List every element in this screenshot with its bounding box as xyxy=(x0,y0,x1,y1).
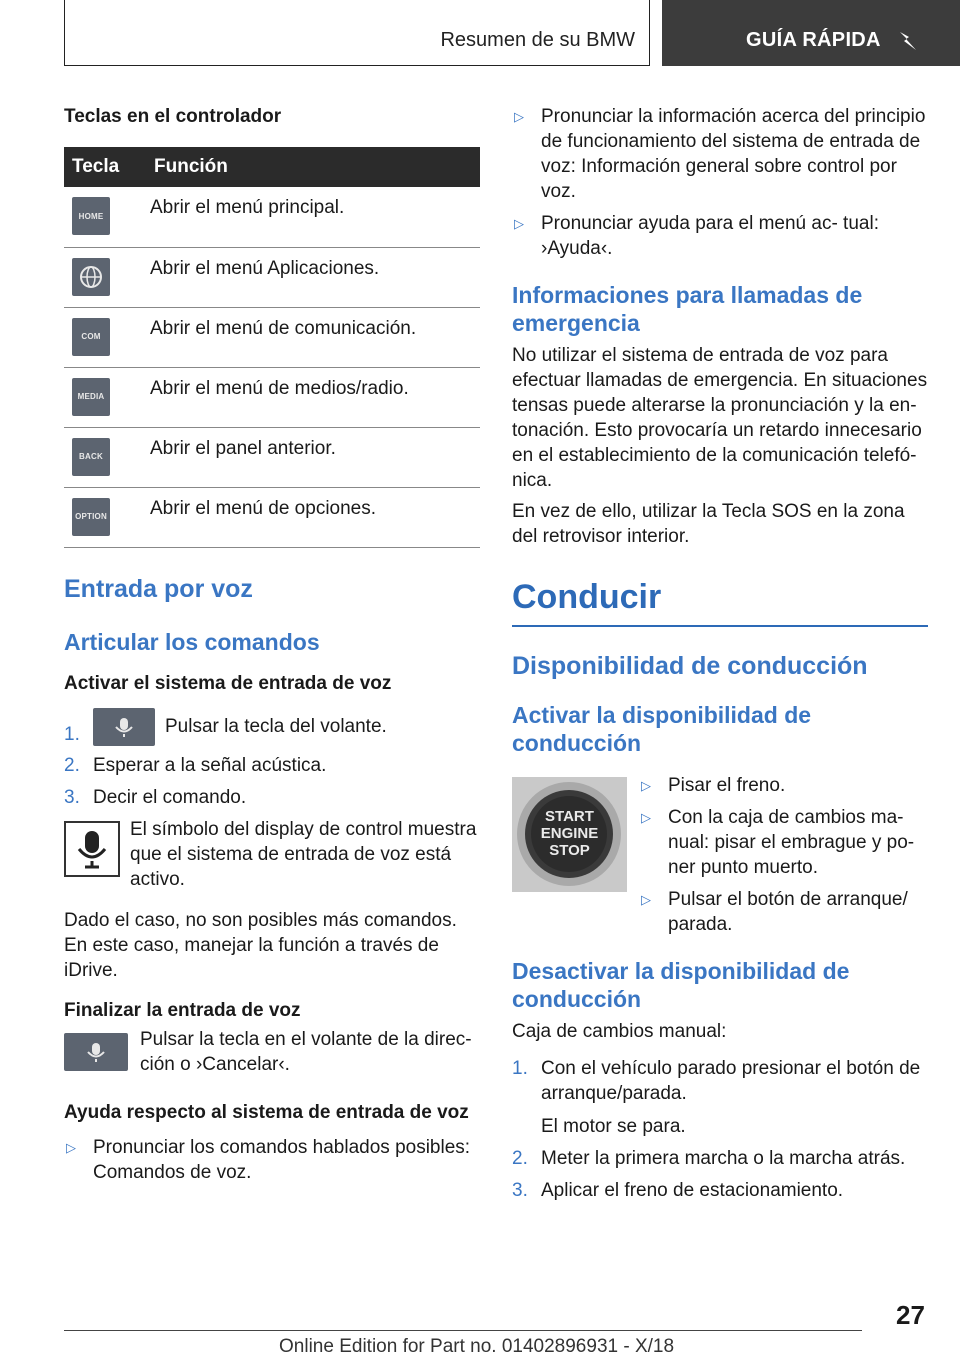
deactivate-steps xyxy=(512,1056,928,1203)
table-header-function: Función xyxy=(144,147,480,187)
table-row xyxy=(64,487,480,547)
footer-edition: Online Edition for Part no. 01402896931 - X/18 xyxy=(279,1336,675,1357)
list-item xyxy=(512,104,928,204)
table-row xyxy=(64,427,480,487)
activate-voice-title: Activar el sistema de entrada de voz xyxy=(64,672,392,694)
activate-item-text: Con la caja de cambios ma‐ nual: pisar el embrague y po‐ ner punto muerto. xyxy=(668,807,915,878)
triangle-bullet-icon: ▷ xyxy=(641,810,651,825)
chapter-title: Conducir xyxy=(512,578,662,616)
help-item-text: Pronunciar los comandos hablados posibles: Comandos de voz. xyxy=(93,1136,471,1183)
step-number: 3. xyxy=(512,1180,528,1201)
list-item xyxy=(512,211,928,261)
back-key-icon: BACK xyxy=(72,438,110,476)
page-number: 27 xyxy=(896,1300,925,1330)
left-column xyxy=(64,96,480,1192)
help-item-text: Pronunciar ayuda para el menú ac‐ tual: ›Ayuda‹. xyxy=(541,213,879,259)
end-voice-block xyxy=(64,1027,480,1079)
step-text: Con el vehículo parado presionar el botón de arranque/parada. xyxy=(541,1058,921,1104)
mic-button-icon xyxy=(64,1033,128,1071)
end-voice-title: Finalizar la entrada de voz xyxy=(64,999,301,1021)
step-number: 1. xyxy=(64,723,80,745)
table-cell-function: Abrir el menú de comunicación. xyxy=(144,307,480,367)
step-text: Aplicar el freno de estacionamiento. xyxy=(541,1180,844,1201)
activate-steps xyxy=(64,708,480,810)
lightning-icon xyxy=(896,28,922,54)
triangle-bullet-icon: ▷ xyxy=(641,892,651,907)
drive-readiness-title: Disponibilidad de conducción xyxy=(512,652,868,680)
footer-rule xyxy=(64,1330,862,1331)
step-text: Pulsar la tecla del volante. xyxy=(165,715,387,737)
step-number: 2. xyxy=(512,1148,528,1169)
button-label-start: START xyxy=(545,808,594,825)
emergency-title: Informaciones para llamadas de emergencia xyxy=(512,282,863,336)
activate-list xyxy=(639,773,928,937)
help-list xyxy=(64,1135,480,1185)
table-cell-function: Abrir el panel anterior. xyxy=(144,427,480,487)
start-stop-block xyxy=(512,773,928,943)
table-row xyxy=(64,367,480,427)
triangle-bullet-icon: ▷ xyxy=(66,1139,76,1155)
triangle-bullet-icon: ▷ xyxy=(514,109,524,124)
step-number: 3. xyxy=(64,786,80,808)
button-label-stop: STOP xyxy=(549,842,590,859)
emergency-paragraph: No utilizar el sistema de entrada de voz para efectuar llamadas de emergencia. En situaciones tensas puede alterarse la pronunciación y la en‐ tonación. Esto provocaría un retardo innecesario en el establecimiento de la comunicación telefó‐ nica. xyxy=(512,345,928,491)
list-item xyxy=(639,773,928,798)
triangle-bullet-icon: ▷ xyxy=(641,778,651,793)
right-column xyxy=(512,104,928,1210)
media-key-icon: MEDIA xyxy=(72,378,110,416)
step-number: 2. xyxy=(64,754,80,776)
chapter-rule xyxy=(512,625,928,627)
table-cell-function: Abrir el menú Aplicaciones. xyxy=(144,247,480,307)
voice-active-icon xyxy=(64,821,120,877)
list-item xyxy=(64,1135,480,1185)
header-section-box xyxy=(64,0,650,66)
table-title: Teclas en el controlador xyxy=(64,106,282,127)
list-item xyxy=(639,805,928,880)
activate-item-text: Pulsar el botón de arranque/ parada. xyxy=(668,889,908,935)
step-text: Meter la primera marcha o la marcha atrás. xyxy=(541,1148,906,1169)
home-key-icon: HOME xyxy=(72,197,110,235)
help-item-text: Pronunciar la información acerca del principio de funcionamiento del sistema de entrada de voz: Información general sobre control por voz. xyxy=(541,106,926,202)
list-item xyxy=(512,1146,928,1171)
sos-paragraph: En vez de ello, utilizar la Tecla SOS en la zona del retrovisor interior. xyxy=(512,501,905,547)
list-item xyxy=(512,1178,928,1203)
commands-subtitle: Articular los comandos xyxy=(64,628,320,655)
help-list-continued xyxy=(512,104,928,261)
button-label-engine: ENGINE xyxy=(540,825,599,842)
controller-keys-table xyxy=(64,147,480,548)
header-chapter-box xyxy=(662,0,960,66)
triangle-bullet-icon: ▷ xyxy=(514,216,524,231)
help-title: Ayuda respecto al sistema de entrada de voz xyxy=(64,1101,469,1123)
com-key-icon: COM xyxy=(72,318,110,356)
option-key-icon: OPTION xyxy=(72,498,110,536)
table-header-key: Tecla xyxy=(64,147,144,187)
list-item xyxy=(639,887,928,937)
globe-icon xyxy=(72,258,110,296)
list-item xyxy=(64,785,480,810)
table-row xyxy=(64,187,480,247)
table-cell-function: Abrir el menú de medios/radio. xyxy=(144,367,480,427)
table-row xyxy=(64,247,480,307)
step-text: Esperar a la señal acústica. xyxy=(93,754,327,776)
header-chapter-title: GUÍA RÁPIDA xyxy=(746,29,881,51)
header-section-title: Resumen de su BMW xyxy=(440,29,635,51)
mic-button-icon xyxy=(93,708,155,746)
step-note: El motor se para. xyxy=(541,1116,686,1137)
deactivate-readiness-title: Desactivar la disponibilidad de conducción xyxy=(512,958,850,1012)
table-cell-function: Abrir el menú de opciones. xyxy=(144,487,480,547)
step-text: Decir el comando. xyxy=(93,786,247,808)
symbol-note-text: El símbolo del display de control muestra que el sistema de entrada de voz está activo. xyxy=(130,818,477,890)
start-engine-stop-button-image xyxy=(512,777,627,892)
symbol-note xyxy=(64,817,480,892)
voice-section-title: Entrada por voz xyxy=(64,574,253,603)
table-row xyxy=(64,307,480,367)
activate-readiness-title: Activar la disponibilidad de conducción xyxy=(512,702,812,756)
table-cell-function: Abrir el menú principal. xyxy=(144,187,480,247)
list-item xyxy=(512,1056,928,1139)
manual-gearbox-label: Caja de cambios manual: xyxy=(512,1021,727,1042)
step-number: 1. xyxy=(512,1058,528,1079)
list-item xyxy=(64,708,480,746)
end-voice-text: Pulsar la tecla en el volante de la direc‐ ción o ›Cancelar‹. xyxy=(140,1028,472,1075)
case-paragraph: Dado el caso, no son posibles más comandos. En este caso, manejar la función a través de iDrive. xyxy=(64,909,457,981)
activate-item-text: Pisar el freno. xyxy=(668,775,786,796)
list-item xyxy=(64,753,480,778)
